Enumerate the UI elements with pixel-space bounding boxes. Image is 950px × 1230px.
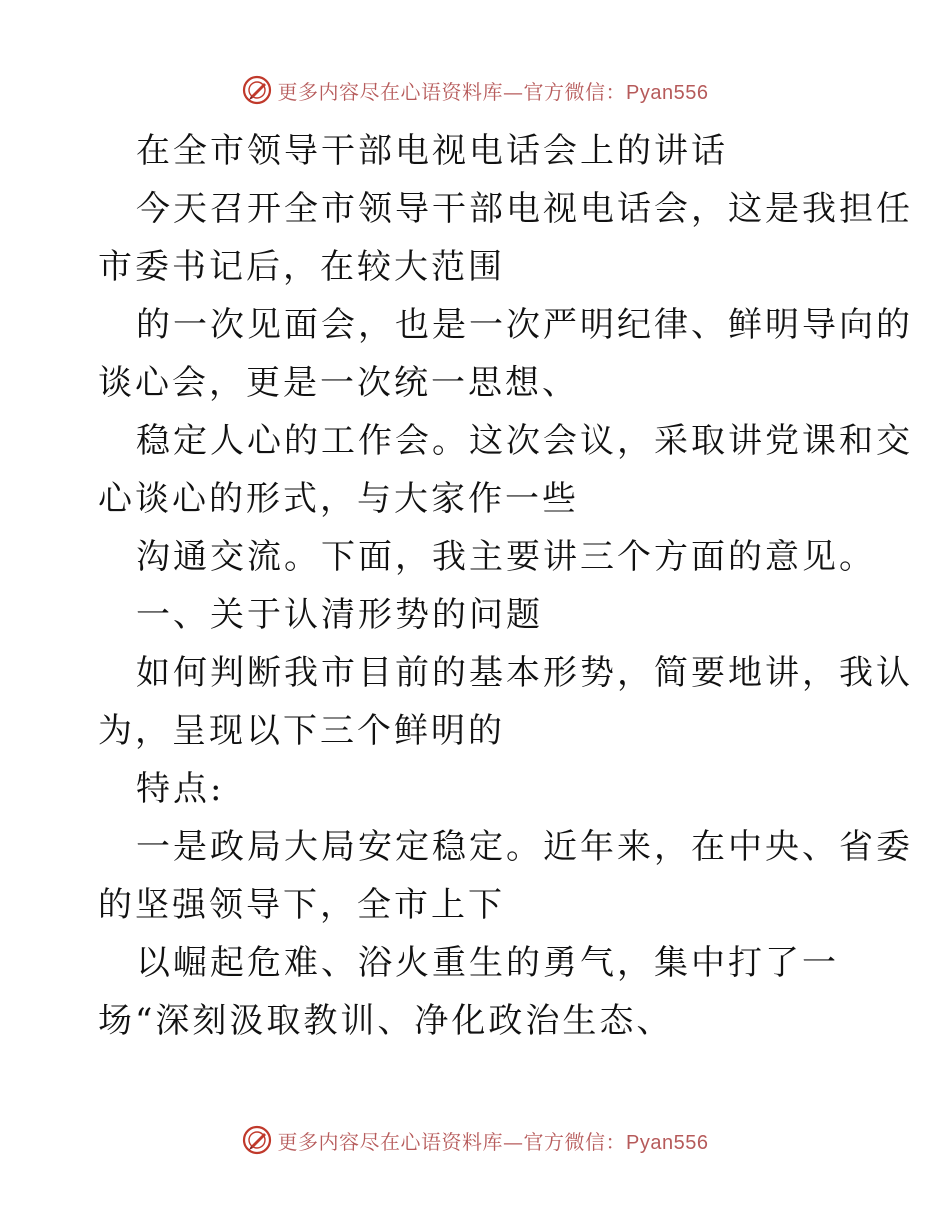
document-body	[98, 122, 913, 1050]
pen-logo-icon	[242, 75, 272, 105]
header-wechat-text: 官方微信：Pyan556	[523, 81, 709, 104]
text-line: 稳定人心的工作会。这次会议，采取讲党课和交	[136, 421, 913, 461]
text-line: 场“深刻汲取教训、净化政治生态、	[98, 1001, 674, 1041]
text-line: 今天召开全市领导干部电视电话会，这是我担任	[136, 189, 913, 229]
text-line: 心谈心的形式，与大家作一些	[98, 479, 579, 519]
text-line: 在全市领导干部电视电话会上的讲话	[136, 131, 728, 171]
text-line: 沟通交流。下面，我主要讲三个方面的意见。	[136, 537, 876, 577]
text-line: 特点:	[136, 769, 225, 809]
text-line: 的坚强领导下，全市上下	[98, 885, 505, 925]
footer-banner-text: 更多内容尽在心语资料库—官方微信：Pyan556	[277, 1129, 709, 1154]
text-line: 以崛起危难、浴火重生的勇气，集中打了一	[136, 943, 839, 983]
pen-logo-icon	[242, 1125, 272, 1155]
text-line: 一是政局大局安定稳定。近年来，在中央、省委	[136, 827, 913, 867]
text-line: 为，呈现以下三个鲜明的	[98, 711, 505, 751]
text-line: 如何判断我市目前的基本形势，简要地讲，我认	[136, 653, 913, 693]
header-banner	[0, 70, 950, 110]
footer-banner	[0, 1120, 950, 1160]
text-line: 市委书记后，在较大范围	[98, 247, 505, 287]
text-line: 一、关于认清形势的问题	[136, 595, 543, 635]
text-line: 谈心会，更是一次统一思想、	[98, 363, 579, 403]
header-banner-text: 更多内容尽在心语资料库—官方微信：Pyan556	[277, 79, 709, 104]
footer-wechat-text: 官方微信：Pyan556	[523, 1131, 709, 1154]
text-line: 的一次见面会，也是一次严明纪律、鲜明导向的	[136, 305, 913, 345]
